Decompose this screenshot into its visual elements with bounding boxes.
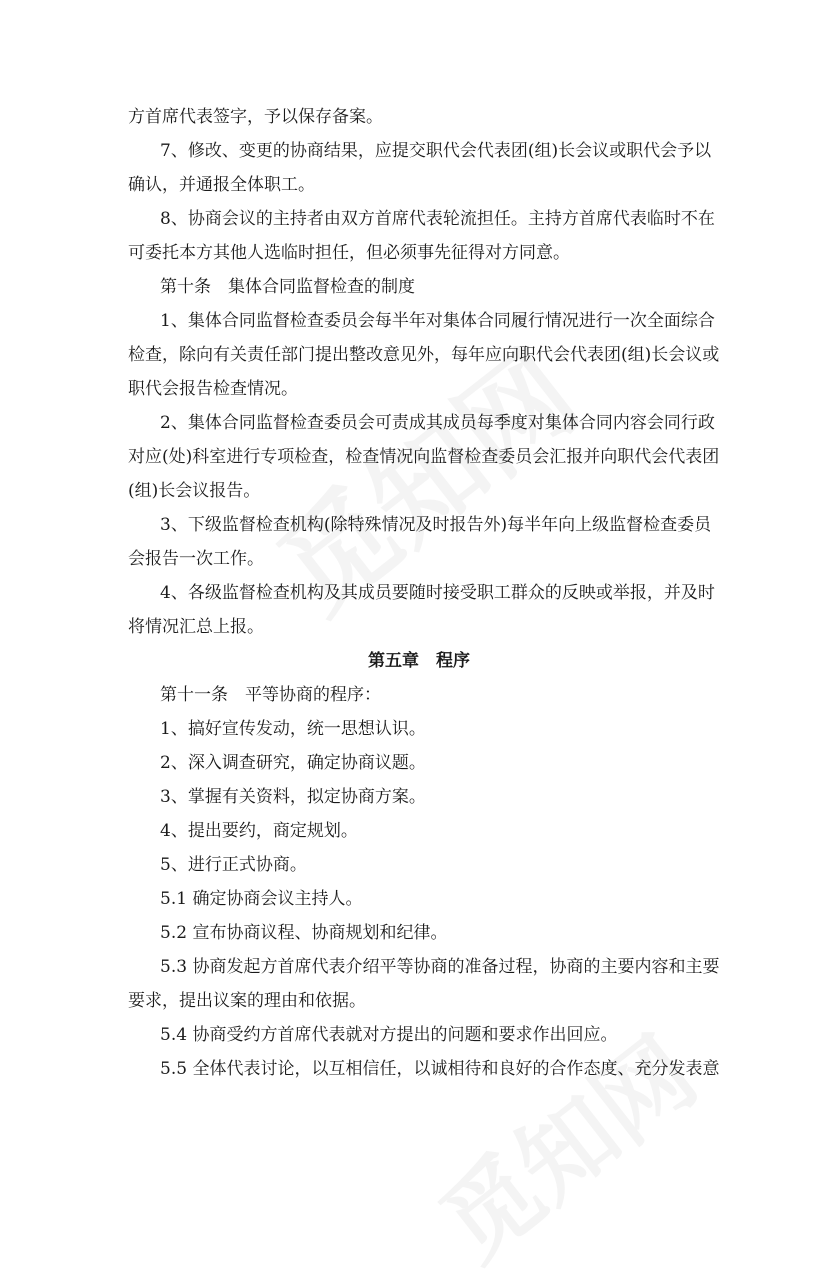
text-line: 5.4 协商受约方首席代表就对方提出的问题和要求作出回应。	[160, 1025, 618, 1045]
text-line: 2、集体合同监督检查委员会可责成其成员每季度对集体合同内容会同行政	[160, 413, 715, 433]
text-line: 2、深入调查研究，确定协商议题。	[160, 753, 426, 773]
text-line: 对应(处)科室进行专项检查，检查情况向监督检查委员会汇报并向职代会代表团	[128, 447, 720, 467]
paragraph	[128, 678, 710, 712]
text-line: 5.3 协商发起方首席代表介绍平等协商的准备过程，协商的主要内容和主要	[160, 957, 720, 977]
text-line: 5.5 全体代表讨论，以互相信任，以诚相待和良好的合作态度、充分发表意	[160, 1059, 720, 1079]
list-item	[128, 950, 720, 1018]
text-line: 3、掌握有关资料，拟定协商方案。	[160, 787, 426, 807]
paragraph	[128, 576, 715, 644]
list-item	[128, 916, 710, 950]
list-item	[128, 780, 710, 814]
list-item	[128, 1018, 710, 1052]
article-heading: 第十一条 平等协商的程序：	[160, 685, 381, 705]
paragraph	[128, 270, 710, 304]
list-item	[128, 882, 710, 916]
text-line: 4、提出要约，商定规划。	[160, 821, 358, 841]
document-body	[128, 100, 720, 1086]
paragraph	[128, 134, 710, 202]
text-line: 5.1 确定协商会议主持人。	[160, 889, 363, 909]
paragraph	[128, 100, 710, 134]
text-line: 检查，除向有关责任部门提出整改意见外，每年应向职代会代表团(组)长会议或	[128, 345, 720, 365]
text-line: 5.2 宣布协商议程、协商规划和纪律。	[160, 923, 448, 943]
paragraph	[128, 508, 710, 576]
list-item	[128, 814, 710, 848]
text-line: 可委托本方其他人选临时担任，但必须事先征得对方同意。	[128, 243, 570, 263]
text-line: 确认，并通报全体职工。	[128, 175, 315, 195]
list-item	[128, 848, 710, 882]
text-line: 3、下级监督检查机构(除特殊情况及时报告外)每半年向上级监督检查委员	[160, 515, 712, 535]
text-line: (组)长会议报告。	[128, 481, 261, 501]
paragraph	[128, 304, 720, 406]
text-line: 职代会报告检查情况。	[128, 379, 298, 399]
chapter-heading: 第五章 程序	[368, 651, 470, 671]
text-line: 方首席代表签字，予以保存备案。	[128, 107, 383, 127]
text-line: 4、各级监督检查机构及其成员要随时接受职工群众的反映或举报，并及时	[160, 583, 715, 603]
text-line: 5、进行正式协商。	[160, 855, 307, 875]
text-line: 7、修改、变更的协商结果，应提交职代会代表团(组)长会议或职代会予以	[160, 141, 712, 161]
list-item	[128, 746, 710, 780]
text-line: 8、协商会议的主持者由双方首席代表轮流担任。主持方首席代表临时不在	[160, 209, 715, 229]
text-line: 1、搞好宣传发动，统一思想认识。	[160, 719, 426, 739]
text-line: 1、集体合同监督检查委员会每半年对集体合同履行情况进行一次全面综合	[160, 311, 715, 331]
text-line: 要求，提出议案的理由和依据。	[128, 991, 366, 1011]
paragraph	[128, 202, 715, 270]
article-heading: 第十条 集体合同监督检查的制度	[160, 277, 415, 297]
list-item	[128, 712, 710, 746]
paragraph	[128, 406, 720, 508]
list-item	[128, 1052, 720, 1086]
text-line: 会报告一次工作。	[128, 549, 264, 569]
text-line: 将情况汇总上报。	[128, 617, 264, 637]
